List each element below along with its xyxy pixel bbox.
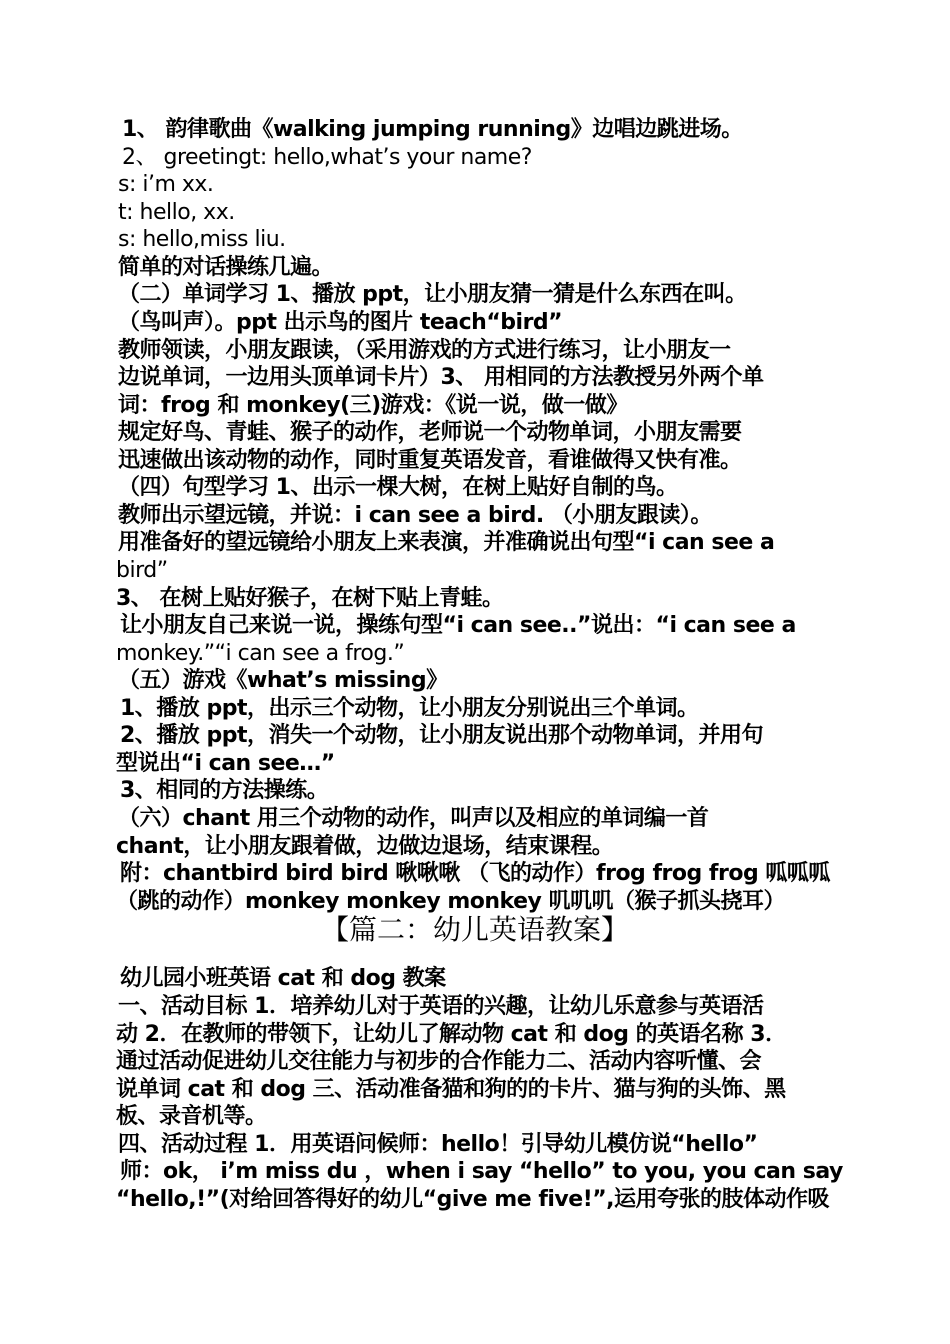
text-line: t: hello, xx. [118, 200, 235, 225]
text-line: （跳的动作）monkey monkey monkey 叽叽叽（猴子抓头挠耳） [116, 889, 785, 914]
text-line: 让小朋友自己来说一说，操练句型“i can see..”说出：“i can see a [120, 613, 796, 638]
text-line: s: i’m xx. [118, 172, 214, 197]
text-line: 迅速做出该动物的动作，同时重复英语发音，看谁做得又快有准。 [118, 448, 742, 473]
text-line: 用准备好的望远镜给小朋友上来表演，并准确说出句型“i can see a [118, 530, 775, 555]
text-line: chant，让小朋友跟着做，边做边退场，结束课程。 [116, 834, 614, 859]
text-line: 说单词 cat 和 dog 三、活动准备猫和狗的的卡片、猫与狗的头饰、黑 [116, 1077, 786, 1102]
text-line: 1、播放 ppt，出示三个动物，让小朋友分别说出三个单词。 [120, 696, 699, 721]
text-line: bird” [116, 558, 168, 583]
text-line: 附：chantbird bird bird 啾啾啾 （飞的动作）frog frog frog 呱呱呱 [120, 861, 830, 886]
text-line: （二）单词学习 1、播放 ppt，让小朋友猜一猜是什么东西在叫。 [118, 282, 747, 307]
text-line: 四、活动过程 1．用英语问候师：hello！引导幼儿模仿说“hello” [118, 1132, 758, 1157]
text-line: 幼儿园小班英语 cat 和 dog 教案 [120, 966, 446, 991]
text-line: 动 2．在教师的带领下，让幼儿了解动物 cat 和 dog 的英语名称 3． [116, 1022, 787, 1047]
text-line: “hello,!”(对给回答得好的幼儿“give me five!”,运用夸张的肢体动作吸 [116, 1187, 830, 1212]
text-line: （鸟叫声）。ppt 出示鸟的图片 teach“bird” [118, 310, 563, 335]
text-line: 边说单词，一边用头顶单词卡片）3、 用相同的方法教授另外两个单 [118, 365, 764, 390]
text-line: monkey.”“i can see a frog.” [116, 641, 405, 666]
text-line: s: hello,miss liu. [118, 227, 286, 252]
text-line: 师：ok， i’m miss du ，when i say “hello” to you, you can say [120, 1159, 843, 1184]
section-title: 【篇二：幼儿英语教案】 [320, 913, 629, 946]
text-line: 板、录音机等。 [116, 1104, 267, 1129]
text-line: 教师出示望远镜，并说：i can see a bird. （小朋友跟读）。 [118, 503, 712, 528]
text-line: （六）chant 用三个动物的动作，叫声以及相应的单词编一首 [118, 806, 709, 831]
text-line: 一、活动目标 1．培养幼儿对于英语的兴趣，让幼儿乐意参与英语活 [118, 994, 764, 1019]
text-line: （五）游戏《what’s missing》 [118, 668, 448, 693]
text-line: 2、播放 ppt，消失一个动物，让小朋友说出那个动物单词，并用句 [120, 723, 763, 748]
text-line: （四）句型学习 1、出示一棵大树，在树上贴好自制的鸟。 [118, 475, 678, 500]
text-line: 3、相同的方法操练。 [120, 778, 329, 803]
text-line: 通过活动促进幼儿交往能力与初步的合作能力二、活动内容听懂、会 [116, 1049, 762, 1074]
text-line: 3、 在树上贴好猴子，在树下贴上青蛙。 [116, 586, 504, 611]
text-line: 教师领读，小朋友跟读，（采用游戏的方式进行练习，让小朋友一 [118, 338, 731, 363]
text-line: 词：frog 和 monkey(三)游戏：《说一说，做一做》 [118, 393, 628, 418]
text-line: 简单的对话操练几遍。 [118, 255, 334, 280]
text-line: 规定好鸟、青蛙、猴子的动作，老师说一个动物单词，小朋友需要 [118, 420, 742, 445]
text-line: 2、 greetingt: hello,what’s your name? [122, 145, 532, 170]
text-line: 1、 韵律歌曲《walking jumping running》边唱边跳进场。 [122, 117, 743, 142]
text-line: 型说出“i can see…” [116, 751, 335, 776]
